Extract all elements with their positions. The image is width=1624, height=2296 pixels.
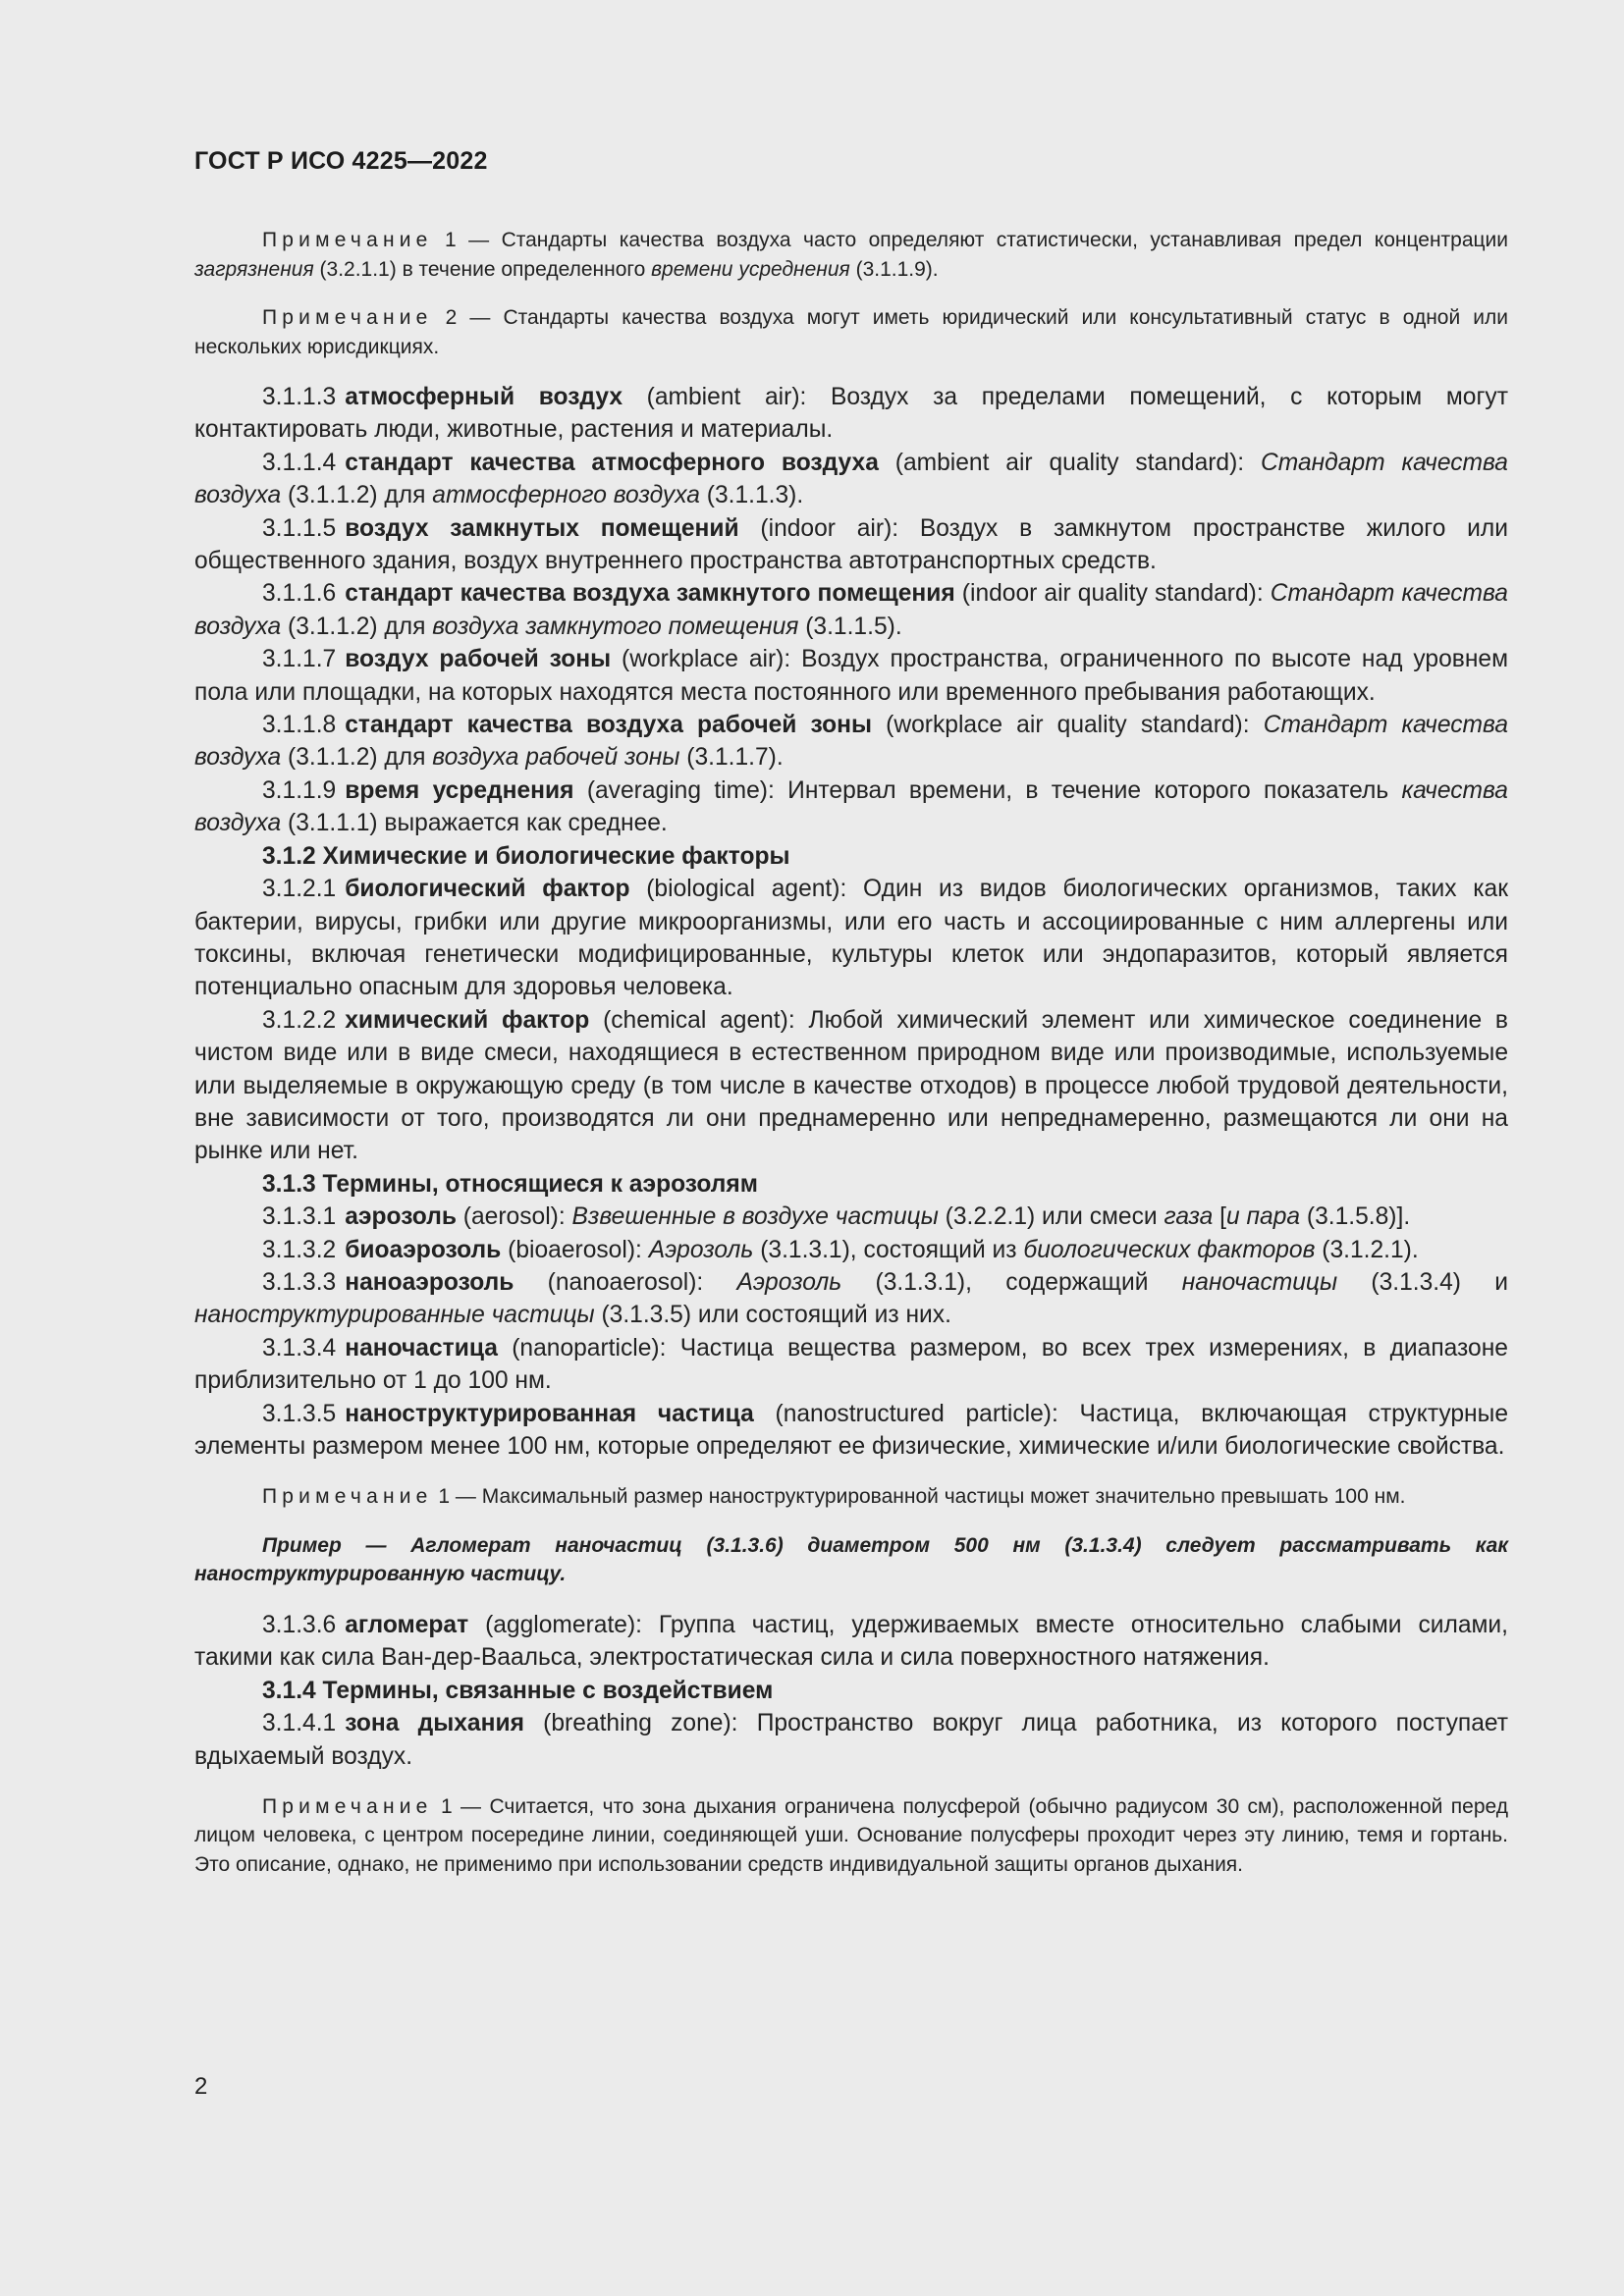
text-run: (3.1.1.2) для: [281, 482, 433, 509]
text-run: (3.2.1.1) в течение определенного: [313, 257, 652, 281]
term-name: наноструктурированная частица: [345, 1400, 754, 1427]
text-run: 1 — Максимальный размер наноструктурированной частицы может значительно превышать 100 нм.: [432, 1485, 1406, 1509]
note-paragraph: [194, 1482, 1508, 1512]
text-run: (biological agent): Один из видов биологических организмов, таких как бактерии, вирусы, грибки или другие микроорганизмы, или его часть и ассоциированные с ним аллергены или токсины, включая генетически модифицированные, культуры клеток или эндопаразитов, который является потенциально опасным для здоровья человека.: [194, 876, 1508, 1001]
term-number: 3.1.1.5: [262, 514, 337, 542]
term-name: стандарт качества воздуха рабочей зоны: [345, 712, 873, 739]
text-run: (3.1.1.2) для: [281, 613, 433, 640]
italic-ref: Стандарт качества воздуха: [194, 580, 1508, 640]
note-label: Примечание: [262, 229, 433, 251]
term-number: 3.1.1.6: [262, 580, 337, 608]
term-name: воздух замкнутых помещений: [345, 514, 739, 542]
term-name: биоаэрозоль: [345, 1236, 502, 1263]
italic-ref: биологических факторов: [1023, 1236, 1316, 1263]
italic-ref: загрязнения: [194, 257, 314, 281]
italic-ref: Аэрозоль: [648, 1236, 754, 1263]
text-run: (3.1.1.9).: [849, 257, 939, 281]
text-run: (averaging time): Интервал времени, в течение которого показатель: [573, 776, 1402, 804]
text-run: (aerosol):: [456, 1203, 572, 1231]
term-name: зона дыхания: [345, 1710, 524, 1737]
italic-ref: Стандарт качества воздуха: [194, 449, 1508, 509]
term-name: стандарт качества воздуха замкнутого помещения: [345, 580, 955, 608]
text-run: (nanoaerosol):: [514, 1268, 737, 1296]
term-number: 3.1.1.4: [262, 449, 337, 476]
text-run: (3.1.1.2) для: [281, 744, 433, 772]
text-run: (3.1.2.1).: [1315, 1236, 1419, 1263]
term-name: наноаэрозоль: [345, 1268, 514, 1296]
term-entry: [194, 1609, 1508, 1675]
text-run: (bioaerosol):: [501, 1236, 649, 1263]
text-run: (agglomerate): Группа частиц, удерживаемых вместе относительно слабыми силами, такими как сила Ван-дер-Ваальса, электростатическая сила и сила поверхностного натяжения.: [194, 1611, 1508, 1672]
text-run: 1 — Стандарты качества воздуха часто определяют статистически, устанавливая предел концентрации: [432, 229, 1508, 251]
text-run: (nanoparticle): Частица вещества размером, во всех трех измерениях, в диапазоне приблизительно от 1 до 100 нм.: [194, 1334, 1508, 1395]
text-run: [: [1213, 1203, 1226, 1231]
term-number: 3.1.2.2: [262, 1006, 337, 1034]
term-number: 3.1.1.8: [262, 712, 337, 739]
italic-ref: времени усреднения: [651, 257, 850, 281]
term-number: 3.1.3.6: [262, 1611, 337, 1638]
text-run: (workplace air quality standard):: [872, 712, 1264, 739]
term-number: 3.1.1.3: [262, 384, 337, 410]
term-number: 3.1.1.9: [262, 776, 337, 804]
italic-ref: Аэрозоль: [736, 1268, 842, 1296]
document-header: ГОСТ Р ИСО 4225—2022: [194, 147, 488, 175]
note-label: Примечание: [262, 1794, 433, 1818]
term-entry: [194, 1266, 1508, 1332]
text-run: (3.1.1.7).: [679, 744, 784, 772]
term-name: аэрозоль: [345, 1203, 457, 1231]
term-number: 3.1.3.3: [262, 1268, 337, 1296]
section-heading: 3.1.4 Термины, связанные с воздействием: [262, 1677, 774, 1704]
term-name: химический фактор: [345, 1006, 590, 1034]
italic-ref: и пара: [1225, 1203, 1301, 1231]
text-run: (chemical agent): Любой химический элемент или химическое соединение в чистом виде или в виде смеси, находящиеся в естественном природном виде или производимые, используемые или выделяемые в окружающую среду (в том числе в качестве отходов) в процессе любой трудовой деятельности, вне зависимости от того, производятся ли они преднамеренно или непреднамеренно, размещаются ли они на рынке или нет.: [194, 1006, 1508, 1165]
term-number: 3.1.1.7: [262, 646, 337, 673]
term-entry: [194, 577, 1508, 643]
term-entry: [194, 1201, 1508, 1233]
italic-ref: Взвешенные в воздухе частицы: [571, 1203, 939, 1231]
term-entry: [194, 873, 1508, 1004]
text-run: (nanostructured particle): Частица, включающая структурные элементы размером менее 100 нм, которые определяют ее физические, химические и/или биологические свойства.: [194, 1400, 1508, 1460]
text-run: (3.1.5.8)].: [1300, 1203, 1411, 1231]
note-label: Примечание: [262, 306, 433, 329]
text-run: (ambient air): Воздух за пределами помещений, с которым могут контактировать люди, животные, растения и материалы.: [194, 384, 1508, 444]
term-entry: [194, 643, 1508, 709]
italic-ref: воздуха рабочей зоны: [432, 744, 680, 772]
term-name: время усреднения: [345, 776, 574, 804]
term-name: наночастица: [345, 1334, 498, 1362]
term-name: биологический фактор: [345, 876, 630, 903]
term-entry: [194, 709, 1508, 774]
text-run: (3.2.2.1) или смеси: [938, 1203, 1164, 1231]
term-entry: [194, 1234, 1508, 1266]
section-heading: 3.1.2 Химические и биологические факторы: [262, 842, 790, 870]
text-run: (breathing zone): Пространство вокруг лица работника, из которого поступает вдыхаемый воздух.: [194, 1710, 1508, 1770]
term-number: 3.1.3.5: [262, 1400, 337, 1427]
italic-ref: воздуха замкнутого помещения: [432, 613, 799, 640]
term-entry: [194, 1004, 1508, 1168]
example-paragraph: Пример — Агломерат наночастиц (3.1.3.6) диаметром 500 нм (3.1.3.4) следует рассматривать как наноструктурированную частицу.: [194, 1533, 1508, 1586]
document-body: [194, 226, 1508, 1879]
italic-ref: наноструктурированные частицы: [194, 1302, 595, 1329]
term-number: 3.1.3.4: [262, 1334, 337, 1362]
term-number: 3.1.2.1: [262, 876, 337, 903]
text-run: (3.1.3.4) и: [1337, 1268, 1508, 1296]
term-number: 3.1.3.1: [262, 1203, 337, 1231]
term-number: 3.1.3.2: [262, 1236, 337, 1263]
term-entry: [194, 1332, 1508, 1398]
italic-ref: качества воздуха: [194, 776, 1508, 837]
term-entry: [194, 774, 1508, 840]
italic-ref: газа: [1164, 1203, 1214, 1231]
text-run: (workplace air): Воздух пространства, ограниченного по высоте над уровнем пола или площадки, на которых находятся места постоянного или временного пребывания работающих.: [194, 646, 1508, 706]
text-run: (3.1.1.3).: [699, 482, 804, 509]
text-run: 1 — Считается, что зона дыхания ограничена полусферой (обычно радиусом 30 см), расположенной перед лицом человека, с центром посередине линии, соединяющей уши. Основание полусферы проходит через эту линию, темя и гортань. Это описание, однако, не применимо при использовании средств индивидуальной защиты органов дыхания.: [194, 1794, 1508, 1876]
term-name: атмосферный воздух: [345, 384, 623, 410]
text-run: 2 — Стандарты качества воздуха могут иметь юридический или консультативный статус в одной или нескольких юрисдикциях.: [194, 306, 1508, 358]
term-entry: [194, 512, 1508, 578]
term-entry: [194, 447, 1508, 512]
note-paragraph: [194, 226, 1508, 284]
term-name: стандарт качества атмосферного воздуха: [345, 449, 879, 476]
term-name: агломерат: [345, 1611, 469, 1638]
section-heading: 3.1.3 Термины, относящиеся к аэрозолям: [262, 1170, 758, 1198]
italic-ref: наночастицы: [1181, 1268, 1338, 1296]
text-run: (3.1.3.1), состоящий из: [753, 1236, 1024, 1263]
italic-ref: Стандарт качества воздуха: [194, 712, 1508, 772]
term-name: воздух рабочей зоны: [345, 646, 612, 673]
italic-ref: атмосферного воздуха: [432, 482, 700, 509]
term-number: 3.1.4.1: [262, 1710, 337, 1737]
term-entry: [194, 381, 1508, 447]
note-paragraph: [194, 1792, 1508, 1880]
text-run: (3.1.1.1) выражается как среднее.: [281, 810, 668, 837]
text-run: (indoor air quality standard):: [954, 580, 1271, 608]
text-run: (3.1.1.5).: [798, 613, 902, 640]
note-label: Примечание: [262, 1485, 433, 1509]
note-paragraph: [194, 303, 1508, 361]
text-run: (3.1.3.1), содержащий: [841, 1268, 1182, 1296]
text-run: (indoor air): Воздух в замкнутом пространстве жилого или общественного здания, воздух внутреннего пространства автотранспортных средств.: [194, 514, 1508, 575]
text-run: (ambient air quality standard):: [878, 449, 1261, 476]
term-entry: [194, 1398, 1508, 1464]
text-run: (3.1.3.5) или состоящий из них.: [594, 1302, 951, 1329]
page-number: 2: [194, 2073, 208, 2100]
term-entry: [194, 1707, 1508, 1773]
